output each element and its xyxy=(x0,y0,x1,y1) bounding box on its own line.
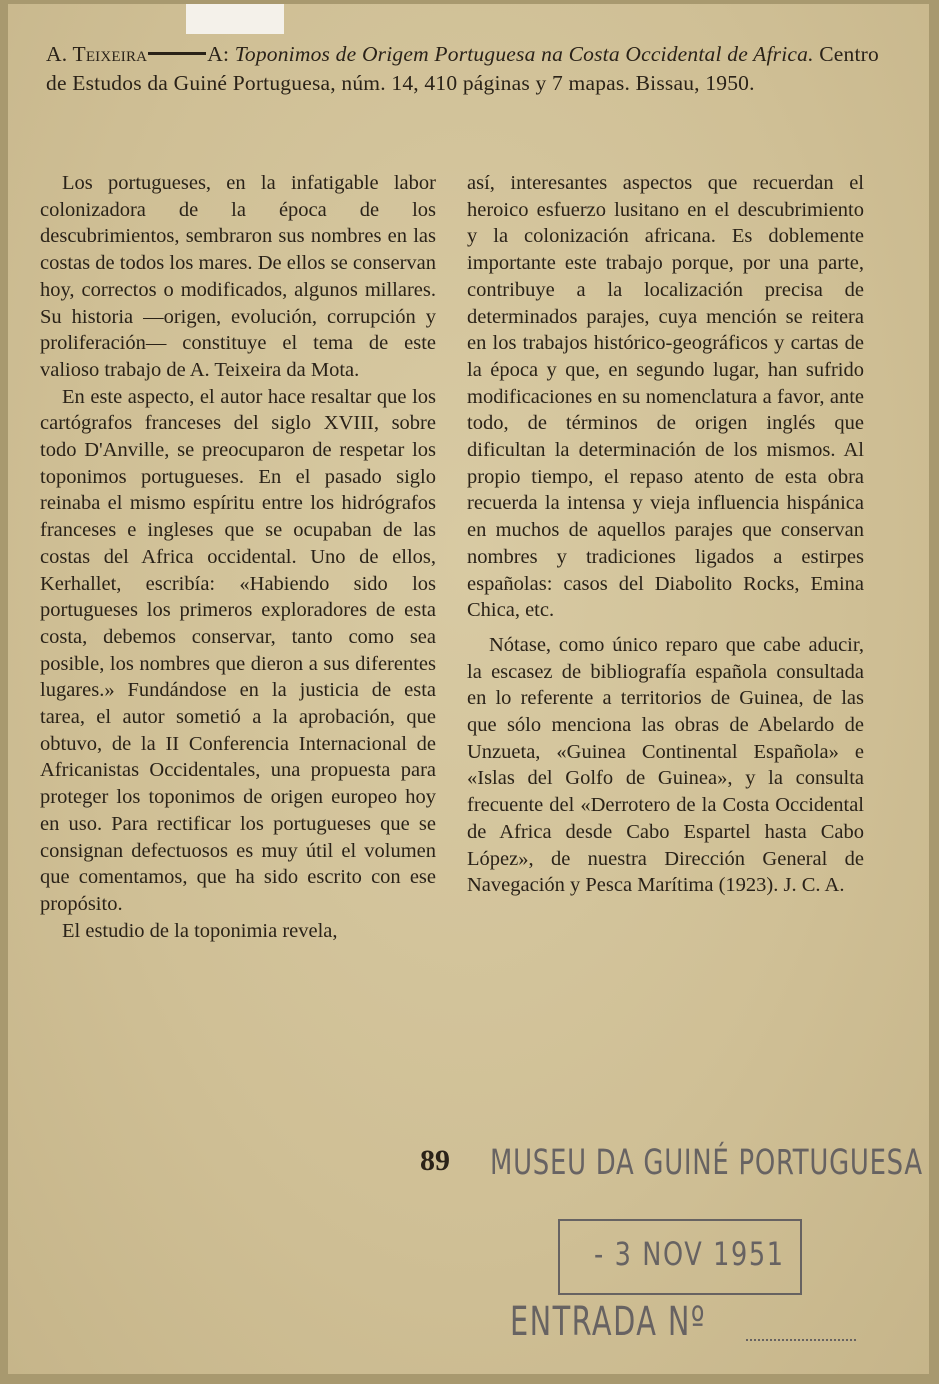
page-number: 89 xyxy=(420,1144,450,1177)
paragraph: El estudio de la toponimia revela, xyxy=(62,919,338,942)
stamp-date: - 3 NOV 1951 xyxy=(594,1235,785,1273)
left-text-column xyxy=(40,170,436,944)
book-author: A. Teixeira xyxy=(46,42,148,66)
paragraph: Nótase, como único reparo que cabe aducir, la escasez de bibliografía española consultada en lo referente a territorios de Guinea, de las que sólo menciona las obras de Abelardo de Unzueta, «Guinea Continental Española» e «Islas del Golfo de Guinea», y la consulta frecuente del «Derrotero de la Costa Occidental de Africa desde Cabo Espartel hasta Cabo López», de nuestra Dirección General de Navegación y Pesca Marítima (1923). J. C. A. xyxy=(467,633,864,897)
book-author-tail: A: xyxy=(207,42,230,66)
museum-stamp xyxy=(478,1129,923,1359)
stamp-date-box xyxy=(558,1219,802,1295)
struck-author-text xyxy=(148,52,206,61)
paper-tape-patch xyxy=(186,4,284,34)
publication-details: Centro de Estudos da Guiné Portuguesa, núm. 14, 410 páginas y 7 mapas. Bissau, 1950. xyxy=(46,42,879,95)
document-page xyxy=(8,4,929,1374)
paragraph: así, interesantes aspectos que recuerdan el heroico esfuerzo lusitano en el descubrimiento y la colonización africana. Es doblemente importante este trabajo porque, por una parte, contribuye a la localización precisa de determinados parajes, cuya mención se reitera en los trabajos histórico-geográficos y cartas de la época y que, en segundo lugar, han sufrido modificaciones en su nomenclatura a favor, ante todo, de términos de origen inglés que dificultan la determinación de los mismos. Al propio tiempo, el repaso atento de esta obra recuerda la intensa y vieja influencia hispánica en muchos de aquellos parajes que conservan nombres y tradiciones ligados a estirpes españolas: casos del Diabolito Rocks, Emina Chica, etc. xyxy=(467,172,864,622)
book-title: Toponimos de Origem Portuguesa na Costa Occidental de Africa. xyxy=(234,42,814,66)
right-text-column xyxy=(467,170,864,899)
stamp-entry-line xyxy=(746,1339,856,1341)
stamp-entry-label: ENTRADA Nº xyxy=(510,1299,706,1345)
paragraph: En este aspecto, el autor hace resaltar que los cartógrafos franceses del siglo XVIII, sobre todo D'Anville, se preocuparon de respetar los toponimos portugueses. En el pasado siglo reinaba el mismo espíritu entre los hidrógrafos franceses e ingleses que se ocupaban de las costas del Africa occidental. Uno de ellos, Kerhallet, escribía: «Habiendo sido los portugueses los primeros exploradores de esta costa, debemos conservar, tanto como sea posible, los nombres que dieron a sus diferentes lugares.» Fundándose en la justicia de esta tarea, el autor sometió a la aprobación, que obtuvo, de la II Conferencia Internacional de Africanistas Occidentales, una propuesta para proteger los toponimos de origen europeo hoy en uso. Para rectificar los portugueses que se consignan defectuosos es muy útil el volumen que comentamos, que ha sido escrito con ese propósito. xyxy=(40,385,436,915)
stamp-museum-name: MUSEU DA GUINÉ PORTUGUESA xyxy=(490,1143,923,1183)
paragraph: Los portugueses, en la infatigable labor colonizadora de la época de los descubrimientos, sembraron sus nombres en las costas de todos los mares. De ellos se conservan hoy, correctos o modificados, algunos millares. Su historia —origen, evolución, corrupción y proliferación— constituye el tema de este valioso trabajo de A. Teixeira da Mota. xyxy=(40,172,436,381)
review-header xyxy=(46,40,886,98)
